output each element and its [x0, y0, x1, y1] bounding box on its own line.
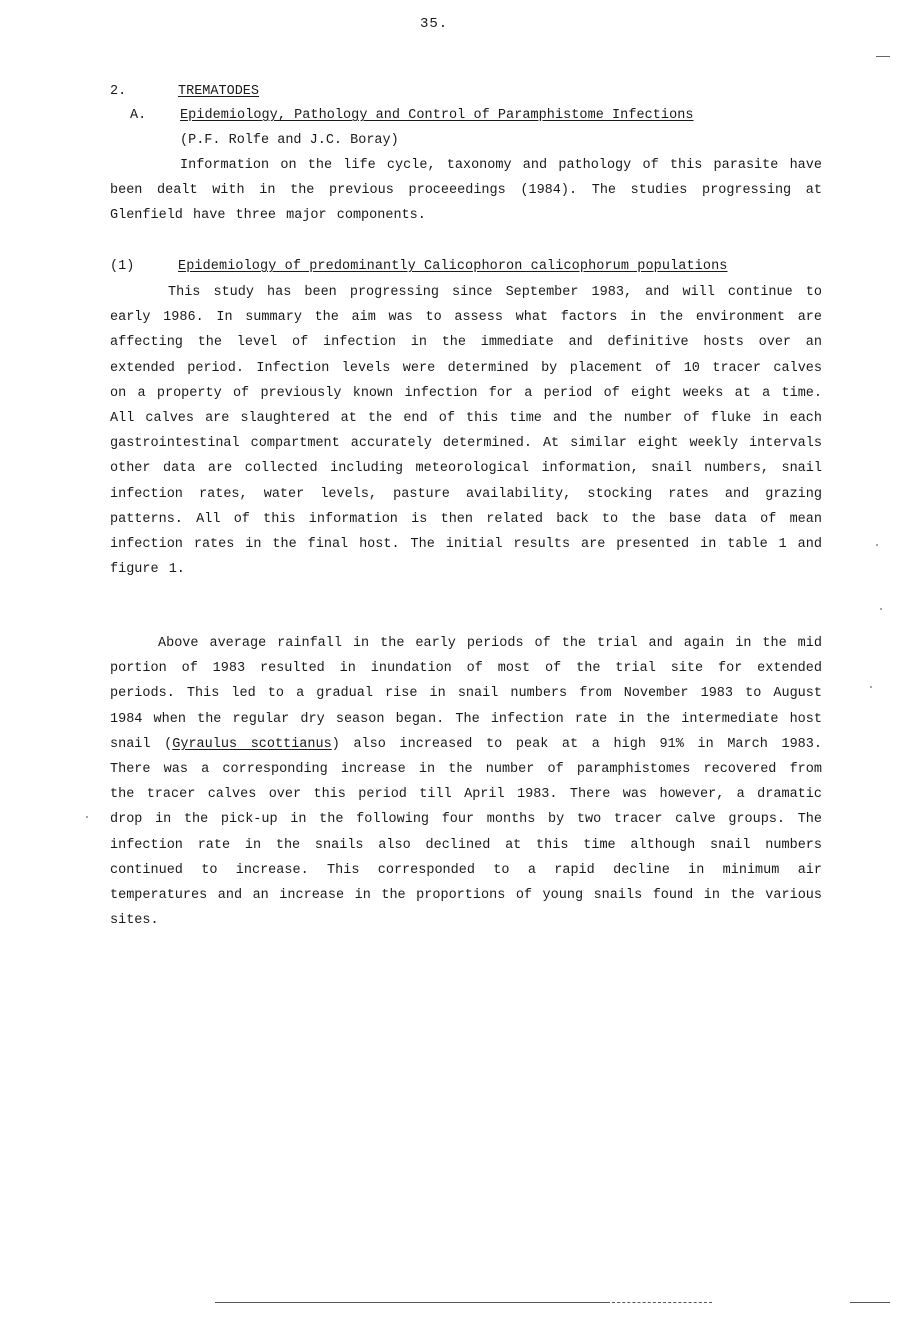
- paragraph-1: This study has been progressing since September 1983, and will continue to early 1986. In summary the aim was to assess what factors in the environment are affecting the level of infection in the immediate and definitive hosts over an extended period. Infection levels were determined by placement of 10 tracer calves on a property of previously known infection for a period of eight weeks at a time. All calves are slaughtered at the end of this time and the number of fluke in each gastrointestinal compartment accurately determined. At similar eight weekly intervals other data are collected including meteorological information, snail numbers, snail infection rates, water levels, pasture availability, stocking rates and grazing patterns. All of this information is then related back to the base data of mean infection rates in the final host. The initial results are presented in table 1 and figure 1.: [110, 285, 822, 578]
- subsection-title: Epidemiology, Pathology and Control of Paramphistome Infections: [180, 108, 694, 123]
- bottom-rule-right: [850, 1302, 890, 1303]
- subsection-1-title: Epidemiology of predominantly Calicophoron calicophorum populations: [178, 259, 728, 274]
- scan-speck: [86, 816, 88, 818]
- scan-speck: [880, 608, 882, 610]
- subsection-letter: A.: [130, 108, 147, 123]
- paragraph-2-part-2: ) also increased to peak at a high 91% in March 1983. There was a corresponding increase in the number of paramphistomes recovered from the tracer calves over this period till April 1983. There was however, a dramatic drop in the pick-up in the following four months by two tracer calve groups. The infection rate in the snails also declined at this time although snail numbers continued to increase. This corresponded to a rapid decline in minimum air temperatures and an increase in the proportions of young snails found in the various sites.: [110, 736, 822, 929]
- scan-speck: [870, 686, 872, 688]
- page-number: 35.: [420, 16, 449, 32]
- bottom-rule-dashed: [612, 1302, 712, 1303]
- authors: (P.F. Rolfe and J.C. Boray): [180, 133, 399, 148]
- paragraph-2: [110, 631, 822, 933]
- species-name: Gyraulus scottianus: [172, 736, 332, 752]
- subsection-1-number: (1): [110, 259, 135, 274]
- scan-speck: [876, 544, 878, 546]
- intro-paragraph: Information on the life cycle, taxonomy and pathology of this parasite have been dealt with in the previous proceeedings (1984). The studies progressing at Glenfield have three major components.: [110, 158, 822, 224]
- section-number: 2.: [110, 84, 127, 99]
- paragraph-2-part-1: Above average rainfall in the early periods of the trial and again in the mid portion of 1983 resulted in inundation of most of the trial site for extended periods. This led to a gradual rise in snail numbers from November 1983 to August 1984 when the regular dry season began. The infection rate in the intermediate host snail (: [110, 636, 822, 752]
- section-title: TREMATODES: [178, 84, 260, 99]
- bottom-rule: [215, 1302, 610, 1303]
- scan-mark: [876, 56, 890, 57]
